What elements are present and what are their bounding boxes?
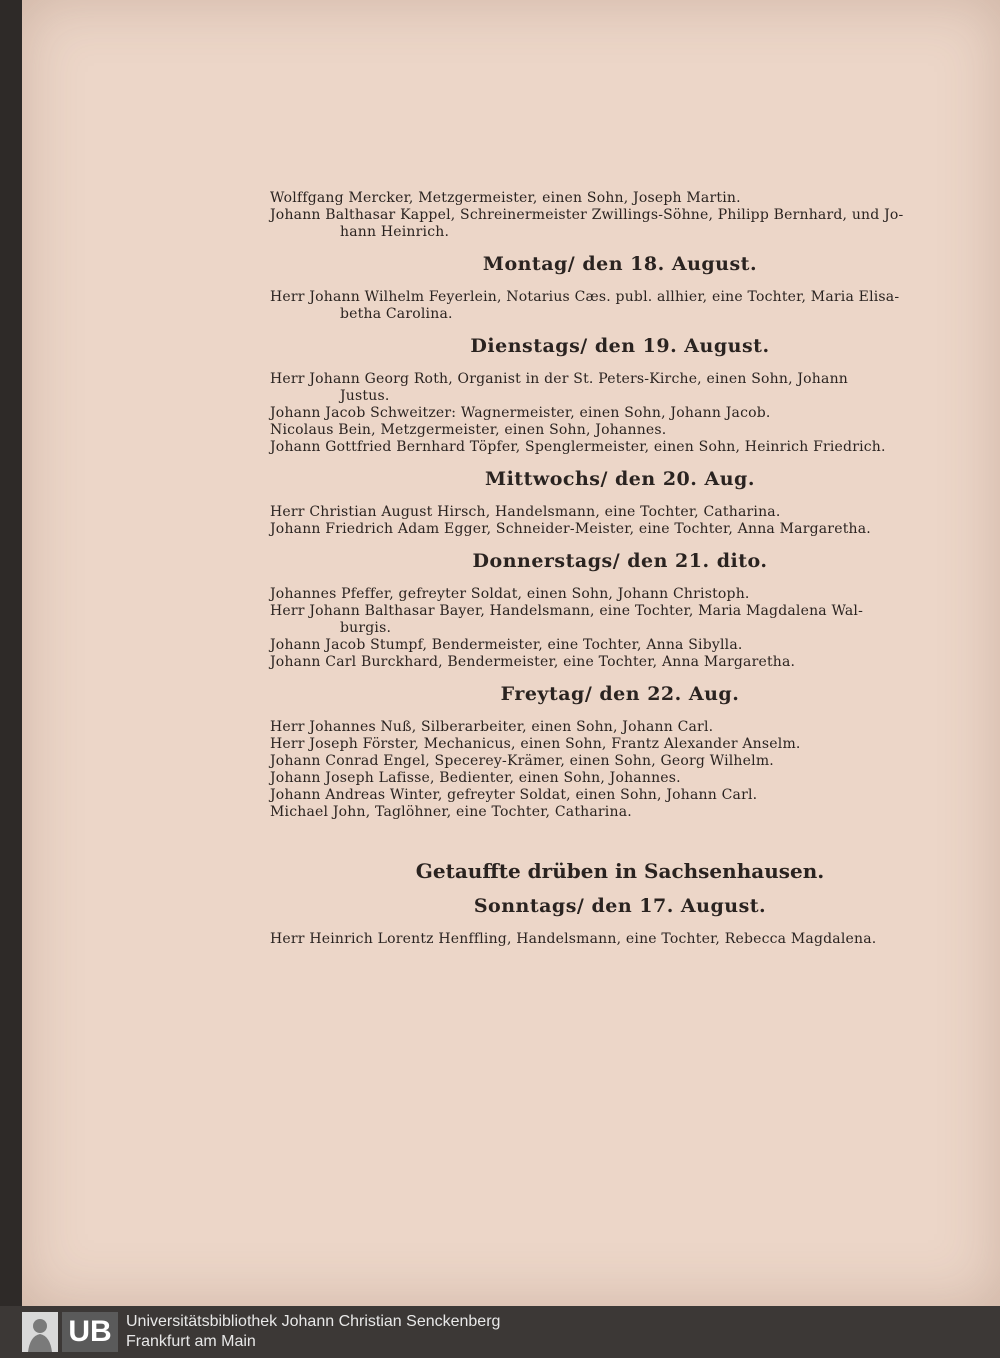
entry-line: burgis. — [340, 620, 392, 636]
entry-line: Herr Johannes Nuß, Silberarbeiter, einen Sohn, Johann Carl. — [270, 719, 714, 735]
library-seal-icon — [22, 1312, 58, 1352]
entry-line: Herr Johann Balthasar Bayer, Handelsmann, eine Tochter, Maria Magdalena Wal- — [270, 603, 864, 619]
entry-line: Herr Christian August Hirsch, Handelsmann, eine Tochter, Catharina. — [270, 504, 781, 520]
entry-line: betha Carolina. — [340, 306, 453, 322]
day-heading: Dienstags/ den 19. August. — [470, 335, 770, 357]
day-heading: Mittwochs/ den 20. Aug. — [485, 468, 755, 490]
entry-line: Herr Johann Georg Roth, Organist in der St. Peters-Kirche, einen Sohn, Johann — [270, 371, 849, 387]
entry-line: Johann Carl Burckhard, Bendermeister, eine Tochter, Anna Margaretha. — [270, 654, 796, 670]
library-name[interactable] — [126, 1312, 500, 1352]
entry-line: Johannes Pfeffer, gefreyter Soldat, einen Sohn, Johann Christoph. — [270, 586, 750, 602]
entry-line: Johann Jacob Stumpf, Bendermeister, eine Tochter, Anna Sibylla. — [270, 637, 743, 653]
entry-line: Herr Heinrich Lorentz Henffling, Handelsmann, eine Tochter, Rebecca Magdalena. — [270, 931, 877, 947]
day-heading: Montag/ den 18. August. — [482, 253, 758, 275]
entry-line: Johann Friedrich Adam Egger, Schneider-Meister, eine Tochter, Anna Margaretha. — [270, 521, 871, 537]
entry-line: Nicolaus Bein, Metzgermeister, einen Sohn, Johannes. — [270, 422, 667, 438]
entry-line: hann Heinrich. — [340, 224, 450, 240]
entry-line: Michael John, Taglöhner, eine Tochter, Catharina. — [270, 804, 632, 820]
entry-line: Johann Jacob Schweitzer: Wagnermeister, einen Sohn, Johann Jacob. — [270, 405, 771, 421]
entry-line: Johann Balthasar Kappel, Schreinermeister Zwillings-Söhne, Philipp Bernhard, und Jo- — [270, 207, 904, 223]
section-title: Getauffte drüben in Sachsenhausen. — [415, 859, 825, 883]
day-heading: Donnerstags/ den 21. dito. — [472, 550, 768, 572]
library-name-line2: Frankfurt am Main — [126, 1333, 256, 1350]
entry-line: Johann Gottfried Bernhard Töpfer, Spenglermeister, einen Sohn, Heinrich Friedrich. — [270, 439, 886, 455]
entry-line: Herr Johann Wilhelm Feyerlein, Notarius Cæs. publ. allhier, eine Tochter, Maria Elisa- — [270, 289, 900, 305]
day-heading: Freytag/ den 22. Aug. — [500, 683, 740, 705]
scan-edge — [0, 0, 24, 1306]
library-name-line1: Universitätsbibliothek Johann Christian Senckenberg — [126, 1313, 501, 1330]
entry-line: Johann Joseph Lafisse, Bedienter, einen Sohn, Johannes. — [270, 770, 681, 786]
entry-line: Johann Conrad Engel, Specerey-Krämer, einen Sohn, Georg Wilhelm. — [270, 753, 774, 769]
day-heading: Sonntags/ den 17. August. — [473, 895, 767, 917]
entry-line: Johann Andreas Winter, gefreyter Soldat, einen Sohn, Johann Carl. — [270, 787, 758, 803]
document-content — [270, 190, 970, 948]
library-logo[interactable]: UB — [62, 1312, 118, 1352]
entry-line: Herr Joseph Förster, Mechanicus, einen Sohn, Frantz Alexander Anselm. — [270, 736, 801, 752]
entry-line: Wolffgang Mercker, Metzgermeister, einen Sohn, Joseph Martin. — [270, 190, 741, 206]
entry-line: Justus. — [340, 388, 390, 404]
